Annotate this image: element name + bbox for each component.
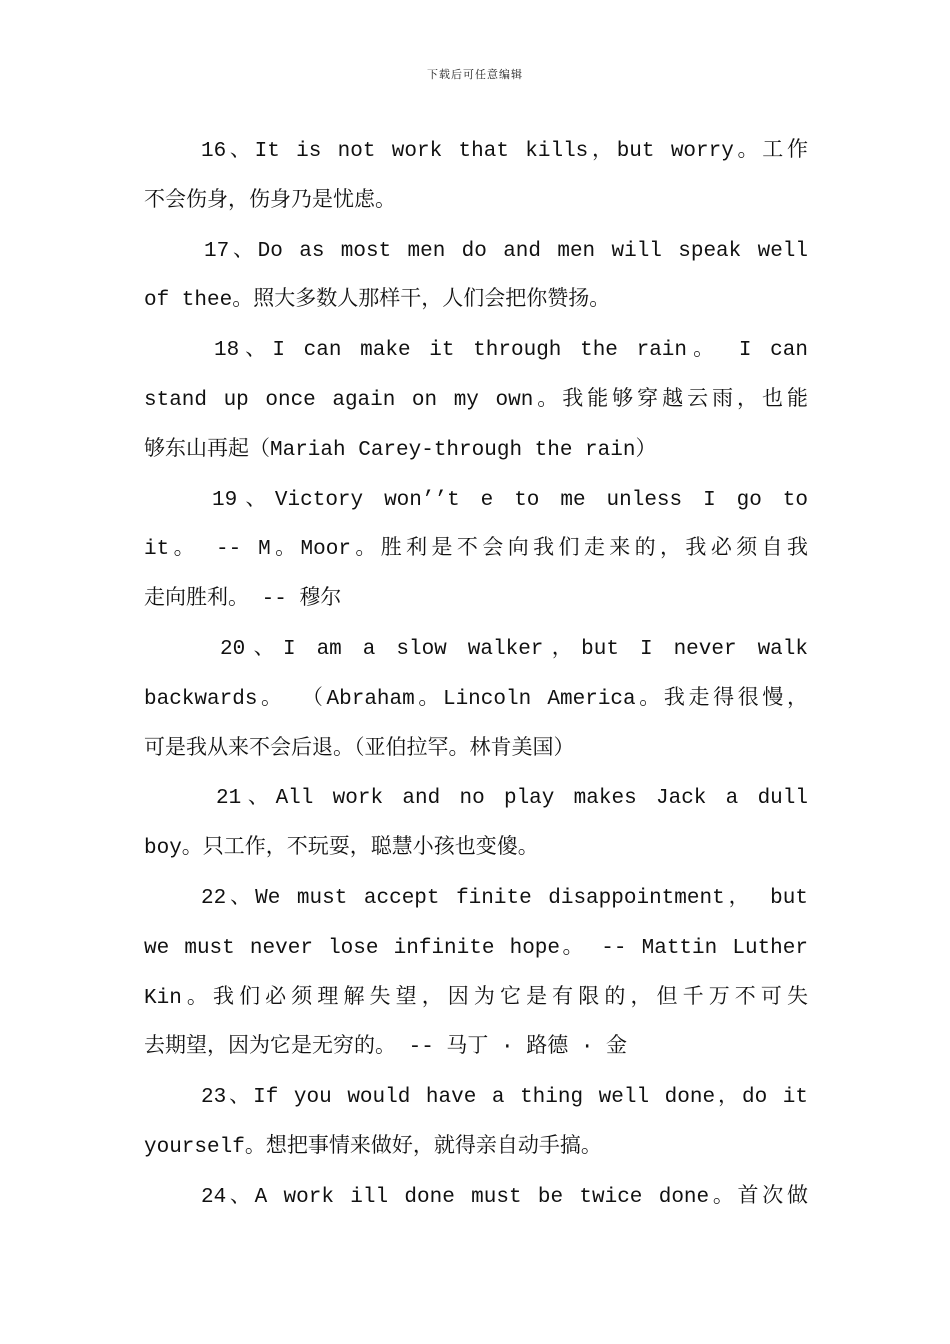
- text-line: backwards。 （Abraham。Lincoln America。我走得很慢，: [144, 687, 808, 711]
- text-line: 24、A work ill done must be twice done。首次做: [201, 1185, 808, 1209]
- text-line: 22、We must accept finite disappointment， but: [201, 886, 808, 910]
- text-line: 21、All work and no play makes Jack a dull: [216, 787, 808, 811]
- text-line: 16、It is not work that kills，but worry。工作: [201, 140, 808, 163]
- page-header: 下载后可任意编辑: [427, 68, 523, 81]
- text-line: 够东山再起（Mariah Carey-through the rain）: [144, 438, 657, 462]
- text-line: 23、If you would have a thing well done，do it: [201, 1086, 808, 1110]
- text-line: 20、I am a slow walker，but I never walk: [220, 637, 808, 661]
- text-line: 18、I can make it through the rain。 I can: [214, 339, 808, 363]
- text-line: 19、Victory won’’t e to me unless I go to: [212, 488, 808, 512]
- document-body: [144, 127, 808, 1223]
- text-line: 不会伤身，伤身乃是忧虑。: [144, 189, 396, 213]
- text-line: boy。只工作，不玩耍，聪慧小孩也变傻。: [144, 837, 539, 861]
- text-line: we must never lose infinite hope。 -- Mattin Luther: [144, 936, 808, 960]
- text-line: of thee。照大多数人那样干，人们会把你赞扬。: [144, 289, 611, 313]
- text-line: Kin。我们必须理解失望，因为它是有限的，但千万不可失: [144, 986, 808, 1010]
- text-line: it。 -- M。Moor。胜利是不会向我们走来的，我必须自我: [144, 538, 808, 562]
- text-line: 可是我从来不会后退。（亚伯拉罕。林肯美国）: [144, 737, 575, 761]
- text-line: stand up once again on my own。我能够穿越云雨，也能: [144, 388, 808, 412]
- text-line: 走向胜利。 -- 穆尔: [144, 588, 342, 612]
- text-line: yourself。想把事情来做好，就得亲自动手搞。: [144, 1135, 602, 1159]
- text-line: 去期望，因为它是无穷的。 -- 马丁 · 路德 · 金: [144, 1036, 628, 1060]
- text-line: 17、Do as most men do and men will speak well: [204, 239, 808, 263]
